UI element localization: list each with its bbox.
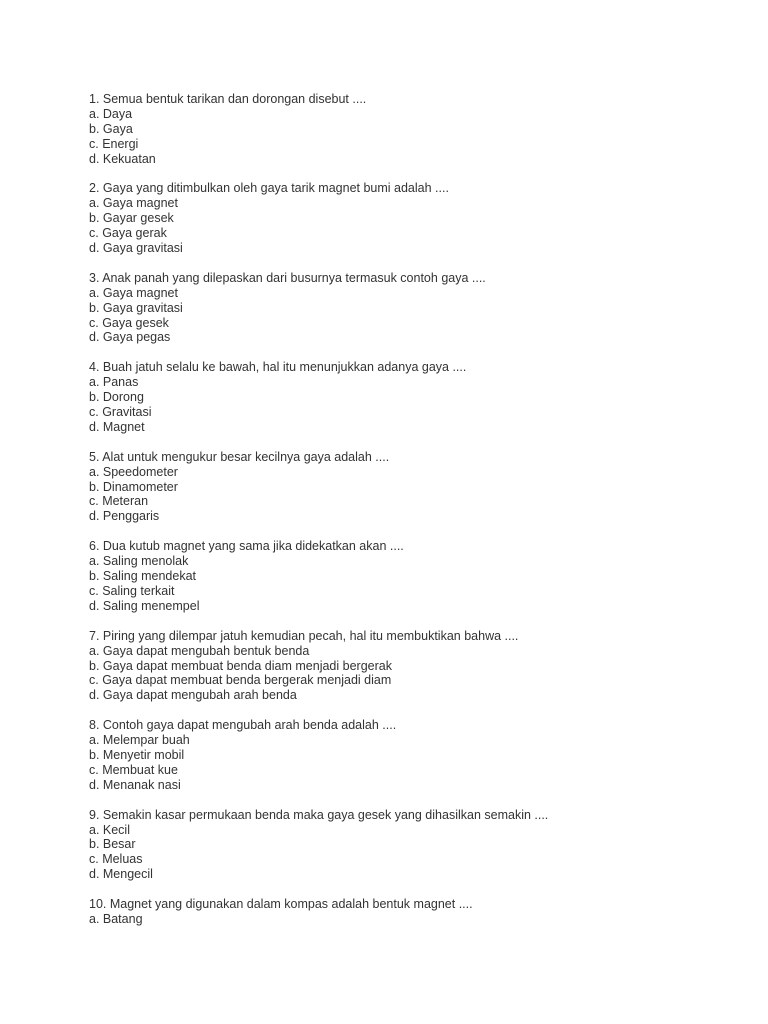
answer-option: a. Kecil bbox=[89, 822, 130, 837]
answer-option: c. Gaya dapat membuat benda bergerak menjadi diam bbox=[89, 673, 392, 688]
question-text: 7. Piring yang dilempar jatuh kemudian pecah, hal itu membuktikan bahwa .... bbox=[89, 628, 519, 643]
answer-option: b. Menyetir mobil bbox=[89, 747, 185, 762]
question-text: 4. Buah jatuh selalu ke bawah, hal itu menunjukkan adanya gaya .... bbox=[89, 360, 467, 375]
answer-option: d. Menanak nasi bbox=[89, 777, 181, 792]
answer-option: b. Dinamometer bbox=[89, 479, 178, 494]
question-text: 10. Magnet yang digunakan dalam kompas adalah bentuk magnet .... bbox=[89, 897, 473, 912]
answer-option: b. Dorong bbox=[89, 390, 144, 405]
answer-option: a. Daya bbox=[89, 106, 133, 121]
answer-option: c. Meteran bbox=[89, 494, 149, 509]
answer-option: c. Gravitasi bbox=[89, 405, 152, 420]
question-text: 5. Alat untuk mengukur besar kecilnya gaya adalah .... bbox=[89, 449, 390, 464]
answer-option: a. Batang bbox=[89, 911, 143, 926]
answer-option: d. Gaya gravitasi bbox=[89, 241, 183, 256]
question-1 bbox=[89, 92, 729, 166]
answer-option: a. Panas bbox=[89, 375, 139, 390]
answer-option: d. Penggaris bbox=[89, 509, 160, 524]
answer-option: b. Gayar gesek bbox=[89, 211, 174, 226]
question-8 bbox=[89, 718, 729, 792]
question-text: 8. Contoh gaya dapat mengubah arah benda adalah .... bbox=[89, 718, 397, 733]
answer-option: c. Gaya gesek bbox=[89, 315, 169, 330]
answer-option: c. Membuat kue bbox=[89, 762, 178, 777]
question-text: 2. Gaya yang ditimbulkan oleh gaya tarik magnet bumi adalah .... bbox=[89, 181, 449, 196]
question-text: 9. Semakin kasar permukaan benda maka gaya gesek yang dihasilkan semakin .... bbox=[89, 807, 549, 822]
question-text: 1. Semua bentuk tarikan dan dorongan disebut .... bbox=[89, 92, 367, 106]
answer-option: b. Saling mendekat bbox=[89, 569, 197, 584]
answer-option: a. Saling menolak bbox=[89, 554, 189, 569]
answer-option: d. Saling menempel bbox=[89, 598, 200, 613]
answer-option: d. Gaya dapat mengubah arah benda bbox=[89, 688, 297, 703]
answer-option: b. Gaya bbox=[89, 121, 133, 136]
answer-option: c. Gaya gerak bbox=[89, 226, 167, 241]
answer-option: b. Gaya gravitasi bbox=[89, 300, 183, 315]
answer-option: a. Speedometer bbox=[89, 464, 178, 479]
answer-option: a. Gaya magnet bbox=[89, 196, 178, 211]
answer-option: b. Besar bbox=[89, 837, 136, 852]
question-text: 3. Anak panah yang dilepaskan dari busurnya termasuk contoh gaya .... bbox=[89, 270, 486, 285]
question-2 bbox=[89, 181, 729, 255]
question-10 bbox=[89, 897, 729, 927]
question-5 bbox=[89, 450, 729, 524]
question-6 bbox=[89, 539, 729, 613]
question-7 bbox=[89, 629, 729, 703]
answer-option: a. Melempar buah bbox=[89, 733, 190, 748]
answer-option: a. Gaya dapat mengubah bentuk benda bbox=[89, 643, 310, 658]
quiz-page bbox=[89, 92, 729, 942]
answer-option: d. Mengecil bbox=[89, 867, 153, 882]
answer-option: d. Magnet bbox=[89, 419, 145, 434]
question-3 bbox=[89, 271, 729, 345]
question-4 bbox=[89, 360, 729, 434]
answer-option: c. Meluas bbox=[89, 852, 143, 867]
question-9 bbox=[89, 808, 729, 882]
answer-option: c. Energi bbox=[89, 136, 139, 151]
answer-option: d. Kekuatan bbox=[89, 151, 156, 166]
answer-option: b. Gaya dapat membuat benda diam menjadi bergerak bbox=[89, 658, 392, 673]
answer-option: a. Gaya magnet bbox=[89, 285, 178, 300]
question-text: 6. Dua kutub magnet yang sama jika didekatkan akan .... bbox=[89, 539, 404, 554]
answer-option: c. Saling terkait bbox=[89, 583, 175, 598]
answer-option: d. Gaya pegas bbox=[89, 330, 171, 345]
